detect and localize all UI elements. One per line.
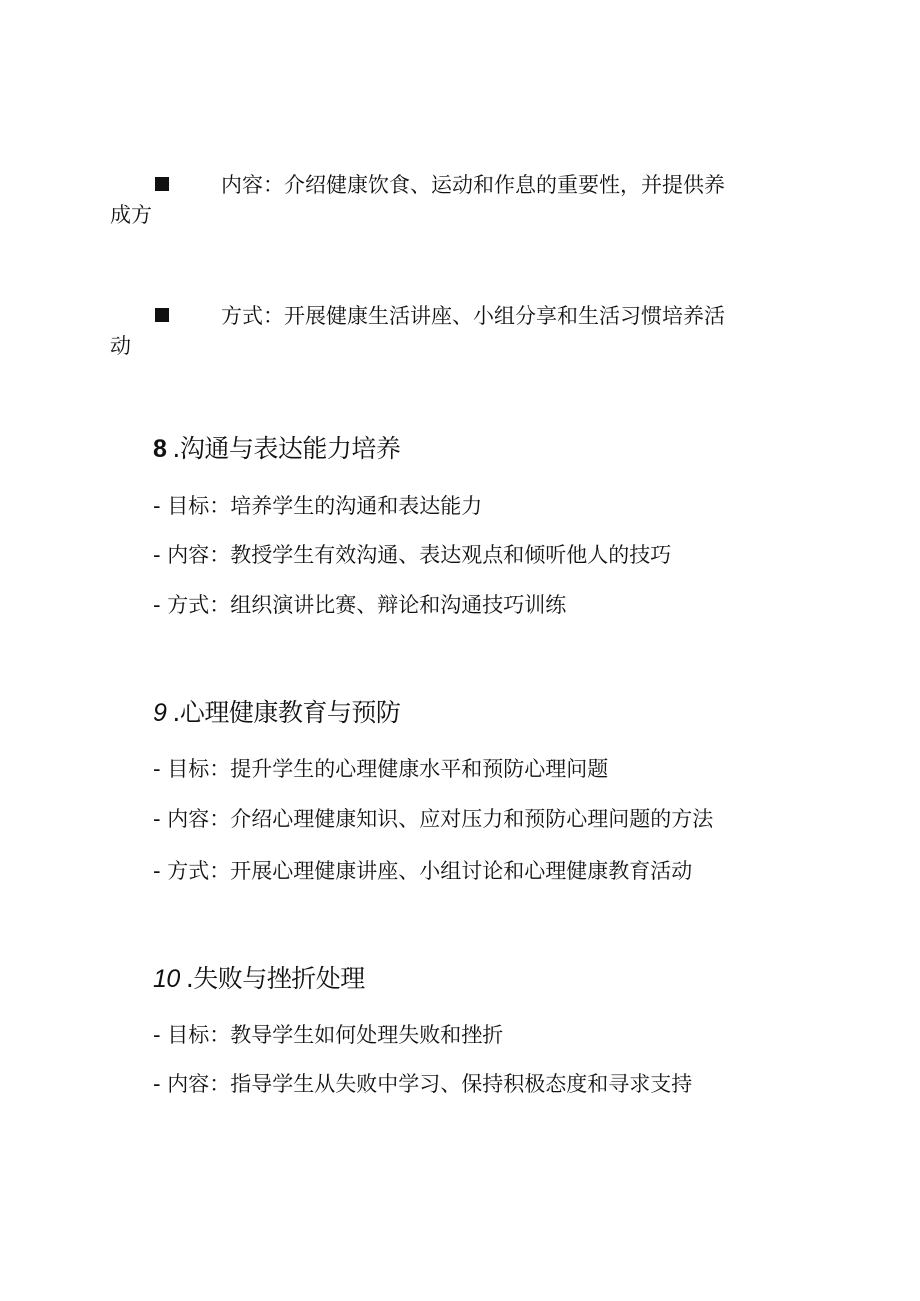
- section-heading: [153, 963, 365, 995]
- square-bullet-icon: [155, 177, 169, 191]
- bullet-paragraph: [110, 301, 790, 361]
- section-heading: [153, 433, 400, 465]
- section-title: .沟通与表达能力培养: [172, 434, 401, 463]
- list-item: - 目标：提升学生的心理健康水平和预防心理问题: [153, 757, 609, 781]
- list-item: - 目标：教导学生如何处理失败和挫折: [153, 1023, 504, 1047]
- bullet-text-continuation: 成方: [110, 203, 152, 227]
- list-item: - 目标：培养学生的沟通和表达能力: [153, 494, 483, 518]
- bullet-text: 内容：介绍健康饮食、运动和作息的重要性，并提供养: [221, 173, 725, 197]
- list-item: - 内容：教授学生有效沟通、表达观点和倾听他人的技巧: [153, 543, 672, 567]
- section-number: 8: [153, 435, 167, 463]
- square-bullet-icon: [155, 308, 169, 322]
- section-number: 9: [153, 699, 167, 727]
- section-number: 10: [153, 965, 180, 993]
- section-heading: [153, 697, 400, 729]
- section-title: .心理健康教育与预防: [172, 698, 401, 727]
- section-title: .失败与挫折处理: [185, 964, 365, 993]
- bullet-text-continuation: 动: [110, 334, 131, 358]
- list-item: - 内容：指导学生从失败中学习、保持积极态度和寻求支持: [153, 1072, 693, 1096]
- list-item: - 方式：组织演讲比赛、辩论和沟通技巧训练: [153, 593, 567, 617]
- list-item: - 内容：介绍心理健康知识、应对压力和预防心理问题的方法: [153, 807, 714, 831]
- bullet-paragraph: [110, 170, 790, 230]
- bullet-text: 方式：开展健康生活讲座、小组分享和生活习惯培养活: [221, 304, 725, 328]
- list-item: - 方式：开展心理健康讲座、小组讨论和心理健康教育活动: [153, 859, 693, 883]
